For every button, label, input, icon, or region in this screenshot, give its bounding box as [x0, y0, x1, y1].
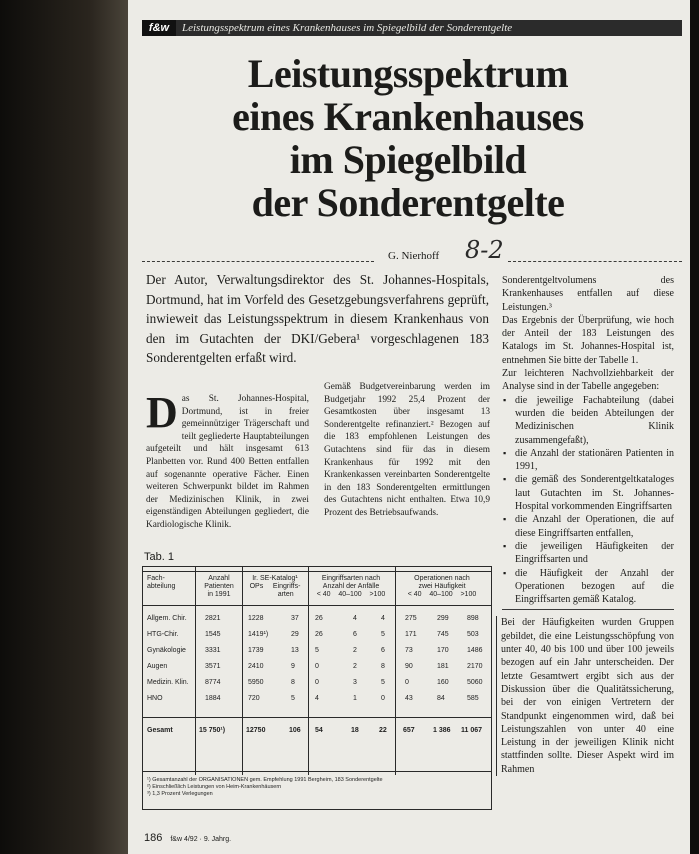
- list-item: ▪ die jeweilige Fachabteilung (dabei wurden die beiden Abteilungen der Medizinischen Klinik zusammengefaßt),: [511, 394, 674, 447]
- cell: 720: [248, 695, 260, 702]
- cell: 43: [405, 695, 413, 702]
- cell: 2: [353, 647, 357, 654]
- cell: 1419¹): [248, 631, 269, 638]
- cell: 0: [405, 679, 409, 686]
- table-row: [143, 647, 491, 659]
- cell: 6: [381, 647, 385, 654]
- cell: 1228: [248, 615, 264, 622]
- cell: 9: [291, 663, 295, 670]
- cell: 5060: [467, 679, 483, 686]
- footnote: ¹) Gesamtanzahl der ORGANISATIONEN gem. Empfehlung 1991 Bergheim, 183 Sonderentgelte: [147, 777, 383, 783]
- cell: 15 750¹): [199, 727, 226, 734]
- cell-fach: Augen: [147, 663, 168, 670]
- list-item: ▪ die jeweiligen Häufigkeiten der Eingriffsarten und: [511, 540, 674, 567]
- cell: 90: [405, 663, 413, 670]
- author-row: [142, 236, 682, 266]
- cell-fach: HTG-Chir.: [147, 631, 179, 638]
- cell: 1: [353, 695, 357, 702]
- table-header-op: Operationen nach zwei Häufigkeit < 40 40–100 >100: [407, 575, 477, 598]
- cell: 26: [315, 631, 323, 638]
- table-row: [143, 615, 491, 627]
- data-table: [142, 566, 492, 810]
- cell: 0: [381, 695, 385, 702]
- cell: 11 067: [461, 727, 483, 734]
- dashed-divider-left: [142, 261, 374, 262]
- cell-fach: HNO: [147, 695, 163, 702]
- table-header-fach: Fach- abteilung: [147, 575, 176, 590]
- footnote: ³) 1,3 Prozent Verlegungen: [147, 791, 213, 797]
- journal-logo: f&w: [142, 20, 176, 36]
- cell: 26: [315, 615, 323, 622]
- table-row: [143, 663, 491, 675]
- cell: 5950: [248, 679, 264, 686]
- author-name: G. Nierhoff: [388, 250, 440, 262]
- cell: 503: [467, 631, 479, 638]
- cell: 3331: [205, 647, 221, 654]
- page-number: 186: [144, 832, 163, 844]
- cell: 106: [289, 727, 301, 734]
- cell: 6: [353, 631, 357, 638]
- cell-fach: Medizin. Klin.: [147, 679, 189, 686]
- title-line-4: der Sonderentgelte: [251, 180, 565, 225]
- table-header-se: Ir. SE-Katalog¹ OPs Eingriffs- arten: [249, 575, 301, 598]
- background-edge: [690, 0, 699, 854]
- cell: 8774: [205, 679, 221, 686]
- paragraph: Zur leichteren Nachvollziehbarkeit der Analyse sind in der Tabelle angegeben:: [502, 368, 674, 393]
- paragraph: Das Ergebnis der Überprüfung, wie hoch der Anteil der 183 Leistungen des Katalogs im St. Johannes-Hospital ist, entnehmen Sie bitte der Tabelle 1.: [502, 314, 674, 366]
- cell: 29: [291, 631, 299, 638]
- cell: 73: [405, 647, 413, 654]
- cell: 4: [315, 695, 319, 702]
- running-head: [142, 20, 682, 36]
- cell: 3: [353, 679, 357, 686]
- cell: 3571: [205, 663, 221, 670]
- body-column-1: [146, 388, 309, 532]
- list-item: ▪ die Häufigkeit der Anzahl der Operationen bezogen auf die Eingriffsarten gemäß Katalog.: [511, 567, 674, 607]
- body-column-2: Gemäß Budgetvereinbarung werden im Budgetjahr 1992 25,4 Prozent der Gesamtkosten über insgesamt 13 Sonderentgelte refinanziert.² Bezogen auf die 183 empfohlenen Leistungen des Gutachtens sind für das in diesem Krankenhaus für 1992 mit den Krankenkassen vereinbarten Sonderentgelte in den 183 Sonderentgelten ermittlungen des Gutachtens nicht enthalten. Etwa 10,9 Prozent des Betriebsaufwands.: [324, 382, 490, 518]
- running-head-text: Leistungsspektrum eines Krankenhauses im Spiegelbild der Sonderentgelte: [182, 22, 513, 34]
- cell: 2: [353, 663, 357, 670]
- title-line-1: Leistungsspektrum: [247, 51, 569, 96]
- table-rule: [143, 771, 491, 772]
- cell: 4: [381, 615, 385, 622]
- cell: 8: [381, 663, 385, 670]
- cell: 170: [437, 647, 449, 654]
- cell: 22: [379, 727, 387, 734]
- cell: 5: [381, 679, 385, 686]
- cell-fach: Allgem. Chir.: [147, 615, 187, 622]
- article-title: [168, 52, 648, 224]
- cell: 2170: [467, 663, 483, 670]
- paragraph: Bei der Häufigkeiten wurden Gruppen gebildet, die eine Leistungsschöpfung von unter 40, 40 bis 100 und über 100 jeweils bezogen auf ein Jahr unterscheiden. Der letzte Gesamtwert ergibt sich aus der Diskussion über die Qualitätssicherung, bei der von einigen Vertretern der Standpunkt eingenommen wird, daß bei Leistungszahlen von unter 40 eine Leistung in der jeweiligen Klinik nicht stattfinden sollte. Dieser Aspekt wird im Rahmen: [496, 616, 674, 776]
- cell: 54: [315, 727, 323, 734]
- cell: 160: [437, 679, 449, 686]
- cell: 18: [351, 727, 359, 734]
- table-header-eingriff: Eingriffsarten nach Anzahl der Anfälle < 40 40–100 >100: [316, 575, 386, 598]
- cell: 0: [315, 679, 319, 686]
- paragraph: Sonderentgeltvolumens des Krankenhauses entfallen auf diese Leistungen.³: [502, 275, 674, 313]
- table-row: [143, 679, 491, 691]
- list-item: ▪ die Anzahl der stationären Patienten in 1991,: [511, 447, 674, 474]
- column-divider: [502, 609, 674, 610]
- cell: 37: [291, 615, 299, 622]
- cell: 8: [291, 679, 295, 686]
- drop-cap: D: [146, 388, 178, 437]
- page-footer: [144, 832, 231, 844]
- cell: 585: [467, 695, 479, 702]
- table-label: Tab. 1: [144, 551, 174, 563]
- cell-fach: Gesamt: [147, 727, 173, 734]
- table-footnotes: [147, 777, 383, 798]
- cell: 171: [405, 631, 417, 638]
- journal-issue: f&w 4/92 · 9. Jahrg.: [170, 836, 232, 843]
- cell: 5: [381, 631, 385, 638]
- cell: 4: [353, 615, 357, 622]
- cell: 1486: [467, 647, 483, 654]
- cell: 657: [403, 727, 415, 734]
- table-total-row: [143, 727, 491, 739]
- body-column-3: [502, 274, 674, 776]
- cell: 5: [291, 695, 295, 702]
- cell: 0: [315, 663, 319, 670]
- cell: 299: [437, 615, 449, 622]
- list-item: ▪ die Anzahl der Operationen, die auf diese Eingriffsarten entfallen,: [511, 513, 674, 540]
- table-rule: [143, 717, 491, 718]
- title-line-3: im Spiegelbild: [289, 137, 527, 182]
- cell: 745: [437, 631, 449, 638]
- lead-paragraph: Der Autor, Verwaltungsdirektor des St. Johannes-Hospitals, Dortmund, hat im Vorfeld des Gesetzgebungsverfahrens geprüft, inwieweit das Leistungsspektrum in diesem Krankenhaus von den im Gutachten der DKI/Gebera¹ vorgeschlagenen 183 Sonderentgelten erfaßt wird.: [146, 272, 489, 365]
- cell: 1545: [205, 631, 221, 638]
- cell: 1 386: [433, 727, 451, 734]
- table-header-anzahl: Anzahl Patienten in 1991: [204, 575, 234, 598]
- cell: 898: [467, 615, 479, 622]
- criteria-list: [502, 394, 674, 607]
- cell: 1739: [248, 647, 264, 654]
- footnote: ²) Einschließlich Leistungen von Heim-Krankenhäusern: [147, 784, 282, 790]
- handwritten-note: 8-2: [465, 236, 504, 264]
- dashed-divider-right: [508, 261, 682, 262]
- background-shadow: [0, 0, 128, 854]
- document-page: [128, 0, 690, 854]
- cell: 1884: [205, 695, 221, 702]
- title-line-2: eines Krankenhauses: [232, 94, 584, 139]
- table-row: [143, 695, 491, 707]
- cell: 181: [437, 663, 449, 670]
- cell: 13: [291, 647, 299, 654]
- cell: 5: [315, 647, 319, 654]
- cell: 275: [405, 615, 417, 622]
- cell: 2821: [205, 615, 221, 622]
- list-item: ▪ die gemäß des Sonderentgeltkataloges laut Gutachten im St. Johannes-Hospital vorkommenden Eingriffsarten: [511, 473, 674, 513]
- cell-fach: Gynäkologie: [147, 647, 186, 654]
- cell: 84: [437, 695, 445, 702]
- cell: 2410: [248, 663, 264, 670]
- body-column-1-text: as St. Johannes-Hospital, Dortmund, ist in freier gemeinnütziger Trägerschaft und teilt gegliederte Hauptabteilungen aufgeteilt und hält insgesamt 613 Planbetten vor. Rund 400 Betten entfallen auf sogenannte operative Fächer. Einen weiteren Schwerpunkt bildet im Rahmen der Medizinischen Klinik, in zwei eigenständigen Abteilungen gegliedert, die Kardiologische Klinik.: [146, 394, 309, 530]
- table-row: [143, 631, 491, 643]
- cell: 12750: [246, 727, 266, 734]
